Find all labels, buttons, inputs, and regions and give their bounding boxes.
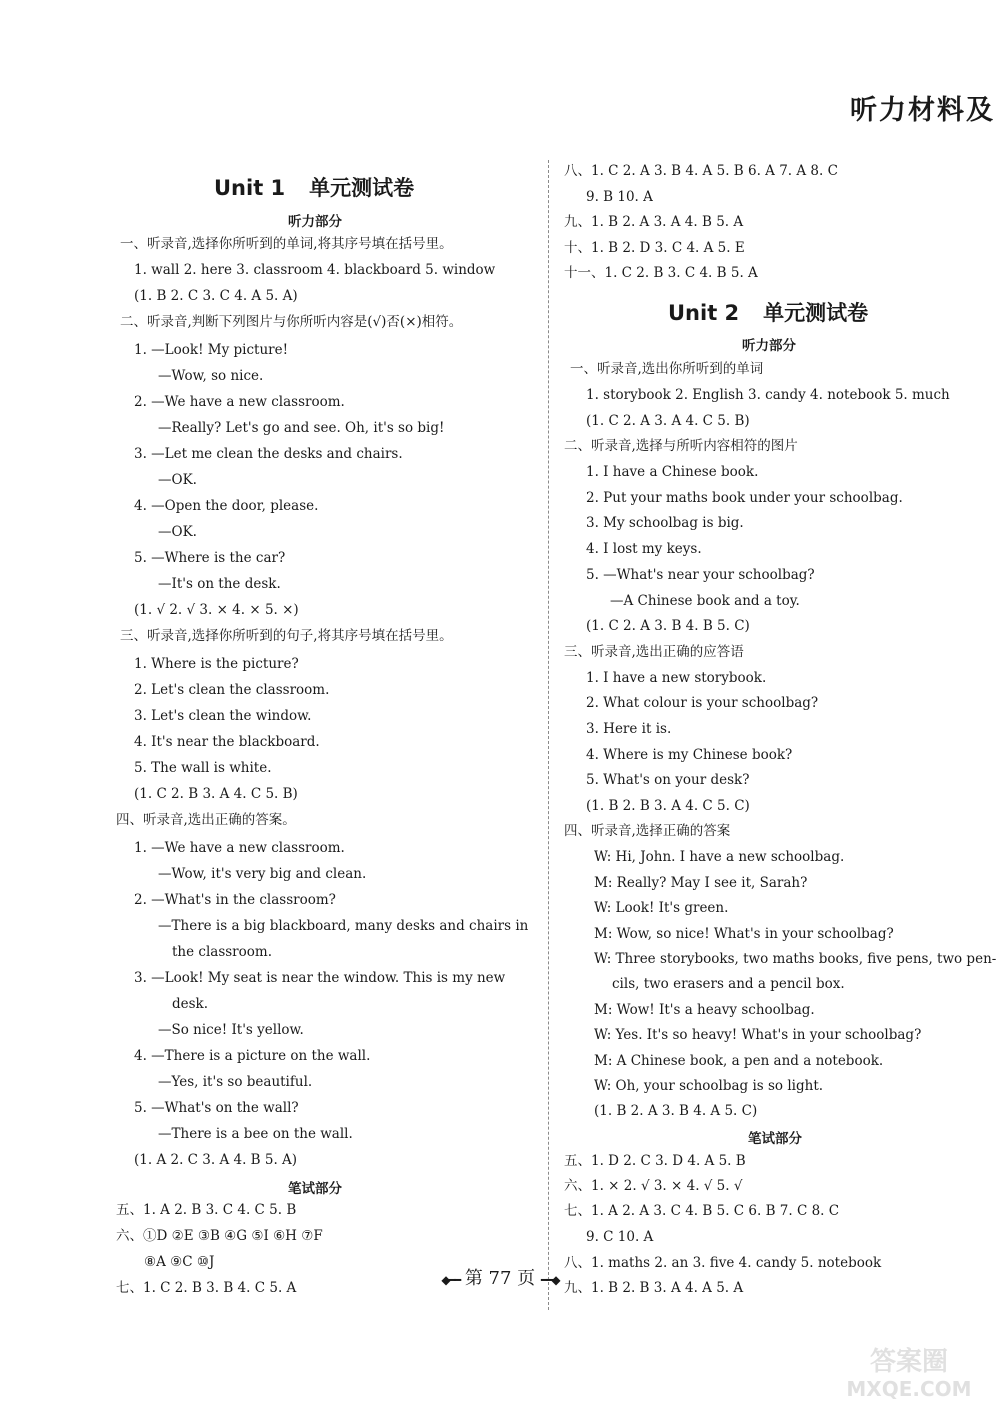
- unit2-listening-heading: 听力部分: [742, 338, 796, 354]
- unit2-line: M: Wow, so nice! What's in your schoolbag?: [594, 926, 894, 942]
- unit2-line: cils, two erasers and a pencil box.: [612, 976, 845, 992]
- unit1-line: 5. The wall is white.: [134, 760, 272, 776]
- unit2-line: M: A Chinese book, a pen and a notebook.: [594, 1053, 884, 1069]
- unit2-line: 二、听录音,选择与所听内容相符的图片: [564, 438, 798, 454]
- unit1-line: —So nice! It's yellow.: [158, 1022, 304, 1038]
- unit2-line: 四、听录音,选择正确的答案: [564, 823, 731, 839]
- unit1-line: 1. —We have a new classroom.: [134, 840, 345, 856]
- watermark-url: MXQE.COM: [846, 1377, 972, 1401]
- unit1-written-heading: 笔试部分: [288, 1181, 342, 1197]
- unit1-line: 七、1. C 2. B 3. B 4. C 5. A: [116, 1280, 297, 1296]
- unit1-line: —It's on the desk.: [158, 576, 281, 592]
- unit2-written-line: 八、1. maths 2. an 3. five 4. candy 5. notebook: [564, 1255, 882, 1271]
- unit1-line: 3. Let's clean the window.: [134, 708, 312, 724]
- unit2-line: 1. I have a Chinese book.: [586, 464, 759, 480]
- unit1-tail-line: 十一、1. C 2. B 3. C 4. B 5. A: [564, 265, 758, 281]
- unit1-line: 1. wall 2. here 3. classroom 4. blackboard 5. window: [134, 262, 496, 278]
- unit2-written-line: 九、1. B 2. B 3. A 4. A 5. A: [564, 1280, 744, 1296]
- unit1-title: [214, 172, 414, 202]
- unit2-line: 一、听录音,选出你所听到的单词: [570, 361, 764, 377]
- unit2-name: Unit 2: [668, 301, 740, 325]
- unit1-line: —Yes, it's so beautiful.: [158, 1074, 313, 1090]
- unit2-line: M: Really? May I see it, Sarah?: [594, 875, 808, 891]
- unit1-line: 五、1. A 2. B 3. C 4. C 5. B: [116, 1202, 297, 1218]
- unit2-line: 2. Put your maths book under your schoolbag.: [586, 490, 903, 506]
- unit2-line: —A Chinese book and a toy.: [610, 593, 800, 609]
- unit1-line: —Wow, so nice.: [158, 368, 264, 384]
- unit2-line: W: Oh, your schoolbag is so light.: [594, 1078, 824, 1094]
- unit2-line: 3. Here it is.: [586, 721, 672, 737]
- unit2-line: 3. My schoolbag is big.: [586, 515, 744, 531]
- unit2-written-line: 七、1. A 2. A 3. C 4. B 5. C 6. B 7. C 8. C: [564, 1203, 840, 1219]
- unit1-line: 2. Let's clean the classroom.: [134, 682, 330, 698]
- unit1-line: 六、①D ②E ③B ④G ⑤I ⑥H ⑦F: [116, 1228, 323, 1244]
- unit2-line: 5. —What's near your schoolbag?: [586, 567, 815, 583]
- unit2-subtitle: 单元测试卷: [763, 301, 869, 325]
- unit1-line: 4. —Open the door, please.: [134, 498, 319, 514]
- unit1-line: (1. B 2. C 3. C 4. A 5. A): [134, 288, 298, 304]
- unit1-line: 三、听录音,选择你所听到的句子,将其序号填在括号里。: [120, 628, 453, 644]
- unit2-line: W: Hi, John. I have a new schoolbag.: [594, 849, 845, 865]
- unit1-line: 4. —There is a picture on the wall.: [134, 1048, 371, 1064]
- section-title: 听力材料及: [850, 95, 995, 126]
- unit1-tail-line: 9. B 10. A: [586, 189, 653, 205]
- unit2-written-line: 9. C 10. A: [586, 1229, 654, 1245]
- unit2-line: W: Yes. It's so heavy! What's in your schoolbag?: [594, 1027, 922, 1043]
- unit1-line: 3. —Look! My seat is near the window. This is my new: [134, 970, 506, 986]
- footer-left-ornament: ◆━━: [441, 1273, 460, 1287]
- unit1-line: 5. —What's on the wall?: [134, 1100, 299, 1116]
- column-divider: [548, 160, 549, 1310]
- unit2-line: 三、听录音,选出正确的应答语: [564, 644, 744, 660]
- unit1-line: 3. —Let me clean the desks and chairs.: [134, 446, 403, 462]
- unit1-subtitle: 单元测试卷: [309, 176, 415, 200]
- unit2-line: 2. What colour is your schoolbag?: [586, 695, 819, 711]
- unit1-tail-line: 十、1. B 2. D 3. C 4. A 5. E: [564, 240, 745, 256]
- unit1-line: (1. C 2. B 3. A 4. C 5. B): [134, 786, 298, 802]
- unit2-written-heading: 笔试部分: [748, 1131, 802, 1147]
- unit1-line: 一、听录音,选择你所听到的单词,将其序号填在括号里。: [120, 236, 453, 252]
- unit2-line: 4. I lost my keys.: [586, 541, 702, 557]
- unit1-tail-line: 九、1. B 2. A 3. A 4. B 5. A: [564, 214, 744, 230]
- unit2-title: [668, 297, 868, 327]
- unit2-line: 1. I have a new storybook.: [586, 670, 767, 686]
- unit1-name: Unit 1: [214, 176, 286, 200]
- unit2-line: 5. What's on your desk?: [586, 772, 750, 788]
- unit1-line: —There is a bee on the wall.: [158, 1126, 353, 1142]
- unit1-line: the classroom.: [172, 944, 272, 960]
- watermark-text: 答案圈: [869, 1347, 949, 1377]
- page-footer: [0, 1264, 1000, 1290]
- unit1-listening-heading: 听力部分: [288, 214, 342, 230]
- unit1-line: —OK.: [158, 524, 197, 540]
- unit1-line: 四、听录音,选出正确的答案。: [116, 812, 296, 828]
- unit1-line: 二、听录音,判断下列图片与你所听内容是(√)否(×)相符。: [120, 314, 463, 330]
- page-number: 第 77 页: [464, 1268, 536, 1289]
- unit2-written-line: 六、1. × 2. √ 3. × 4. √ 5. √: [564, 1178, 743, 1194]
- unit2-line: W: Look! It's green.: [594, 900, 729, 916]
- unit1-line: ⑧A ⑨C ⑩J: [144, 1254, 215, 1270]
- unit2-line: W: Three storybooks, two maths books, five pens, two pen-: [594, 951, 997, 967]
- unit1-line: 2. —What's in the classroom?: [134, 892, 336, 908]
- unit2-line: (1. B 2. B 3. A 4. C 5. C): [586, 798, 750, 814]
- unit2-line: M: Wow! It's a heavy schoolbag.: [594, 1002, 815, 1018]
- unit2-line: (1. C 2. A 3. B 4. B 5. C): [586, 618, 750, 634]
- unit1-line: —Wow, it's very big and clean.: [158, 866, 367, 882]
- watermark-logo: [824, 1342, 994, 1402]
- unit2-line: 4. Where is my Chinese book?: [586, 747, 793, 763]
- unit2-line: (1. B 2. A 3. B 4. A 5. C): [594, 1103, 758, 1119]
- unit2-written-line: 五、1. D 2. C 3. D 4. A 5. B: [564, 1153, 746, 1169]
- unit1-tail-line: 八、1. C 2. A 3. B 4. A 5. B 6. A 7. A 8. C: [564, 163, 838, 179]
- footer-right-ornament: ━━◆: [540, 1273, 559, 1287]
- unit1-line: —There is a big blackboard, many desks and chairs in: [158, 918, 529, 934]
- unit1-line: desk.: [172, 996, 209, 1012]
- unit1-line: 1. —Look! My picture!: [134, 342, 289, 358]
- unit2-line: (1. C 2. A 3. A 4. C 5. B): [586, 413, 750, 429]
- unit1-line: 1. Where is the picture?: [134, 656, 299, 672]
- unit1-line: 5. —Where is the car?: [134, 550, 286, 566]
- unit2-line: 1. storybook 2. English 3. candy 4. notebook 5. much: [586, 387, 950, 403]
- unit1-line: (1. A 2. C 3. A 4. B 5. A): [134, 1152, 298, 1168]
- unit1-line: —Really? Let's go and see. Oh, it's so big!: [158, 420, 445, 436]
- unit1-line: 2. —We have a new classroom.: [134, 394, 345, 410]
- unit1-line: —OK.: [158, 472, 197, 488]
- unit1-line: (1. √ 2. √ 3. × 4. × 5. ×): [134, 602, 299, 618]
- unit1-line: 4. It's near the blackboard.: [134, 734, 320, 750]
